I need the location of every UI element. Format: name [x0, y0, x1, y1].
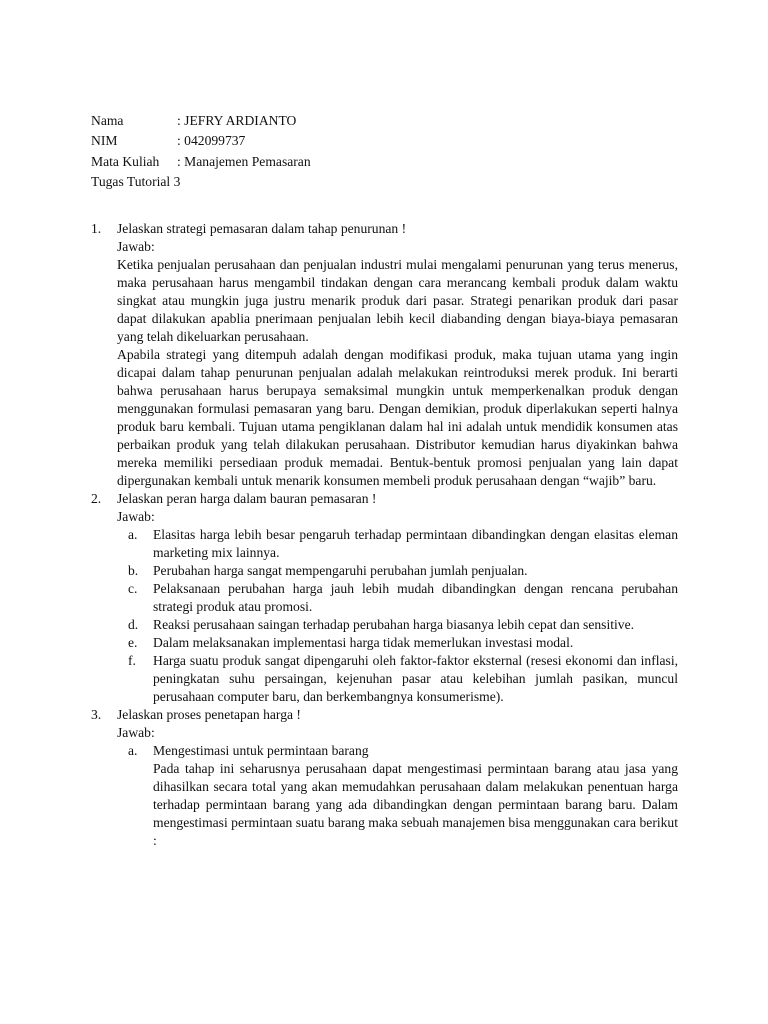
answer-paragraph: Apabila strategi yang ditempuh adalah dengan modifikasi produk, maka tujuan utama yang ingin dicapai dalam tahap penurunan penjualan adalah melakukan reintroduksi merek produk. Ini berarti bahwa perusahaan harus berupaya semaksimal mungkin untuk memperkenalkan produk dengan menggunakan formulasi pemasaran yang baru. Dengan demikian, produk diperlakukan seperti halnya produk baru kembali. Tujuan utama pengiklanan dalam hal ini adalah untuk mendidik konsumen atas perbaikan produk yang telah dilakukan perusahaan. Distributor kemudian harus diyakinkan bahwa mereka memiliki persediaan produk memadai. Bentuk-bentuk promosi penjualan yang lain dapat dipergunakan kembali untuk menarik konsumen membeli produk perusahaan dengan “wajib” baru. — [117, 347, 678, 488]
name-label: Nama — [91, 113, 124, 128]
list-letter: d. — [128, 617, 139, 632]
question-text: Jelaskan proses penetapan harga ! — [117, 707, 301, 722]
question-3 — [91, 706, 678, 850]
list-item — [117, 652, 678, 706]
answer-label: Jawab: — [117, 725, 155, 740]
answer-label: Jawab: — [117, 239, 155, 254]
course-label: Mata Kuliah — [91, 153, 160, 169]
list-text: Pada tahap ini seharusnya perusahaan dapat mengestimasi permintaan barang atau jasa yang dihasilkan secara total yang akan memudahkan perusahaan dalam melakukan penentuan harga terhadap permintaan barang yang ada dibandingkan dengan permintaan barang baru. Dalam mengestimasi permintaan suatu barang maka sebuah manajemen bisa menggunakan cara berikut : — [153, 761, 678, 848]
list-text: Reaksi perusahaan saingan terhadap perubahan harga biasanya lebih cepat dan sensitive. — [153, 617, 635, 632]
list-item — [117, 634, 678, 652]
list-letter: b. — [128, 563, 139, 578]
list-text: Pelaksanaan perubahan harga jauh lebih mudah dibandingkan dengan rencana perubahan strategi produk atau promosi. — [153, 581, 678, 614]
list-text: Harga suatu produk sangat dipengaruhi oleh faktor-faktor eksternal (resesi ekonomi dan inflasi, peningkatan suhu persaingan, kejenuhan pasar atau kelebihan jumlah pasikan, muncul perusahaan computer baru, dan berkembangnya konsumerisme). — [153, 653, 678, 704]
list-letter: a. — [128, 743, 138, 758]
question-text: Jelaskan peran harga dalam bauran pemasaran ! — [117, 491, 377, 506]
course-value: : Manajemen Pemasaran — [177, 153, 311, 169]
list-letter: c. — [128, 581, 138, 596]
list-item — [117, 616, 678, 634]
list-title: Mengestimasi untuk permintaan barang — [153, 743, 369, 758]
assignment-title: Tugas Tutorial 3 — [91, 173, 181, 189]
question-number: 1. — [91, 221, 102, 236]
question-text: Jelaskan strategi pemasaran dalam tahap penurunan ! — [117, 221, 407, 236]
question-2 — [91, 490, 678, 706]
question-1 — [91, 220, 678, 490]
course-row — [91, 152, 691, 172]
list-item — [117, 562, 678, 580]
student-header — [91, 111, 691, 192]
list-item — [117, 742, 678, 850]
list-text: Dalam melaksanakan implementasi harga tidak memerlukan investasi modal. — [153, 635, 574, 650]
list-item — [117, 580, 678, 616]
answer-label: Jawab: — [117, 509, 155, 524]
list-text: Elasitas harga lebih besar pengaruh terhadap permintaan dibandingkan dengan elasitas eleman marketing mix lainnya. — [153, 527, 678, 560]
question-number: 2. — [91, 491, 102, 506]
questions — [91, 220, 678, 850]
list-text: Perubahan harga sangat mempengaruhi perubahan jumlah penjualan. — [153, 563, 528, 578]
nim-label: NIM — [91, 133, 118, 149]
answer-paragraph: Ketika penjualan perusahaan dan penjualan industri mulai mengalami penurunan yang terus menerus, maka perusahaan harus mengambil tindakan dengan cara merancang kembali produk dalam waktu singkat atau mungkin juga justru menarik produk dari pasar. Strategi penarikan produk dari pasar dapat dilakukan apablia pnerimaan penjualan lebih kecil diabanding dengan biaya-biaya pemasaran yang telah dikeluarkan perusahaan. — [117, 257, 678, 344]
name-value: : JEFRY ARDIANTO — [177, 113, 297, 128]
list-item — [117, 526, 678, 562]
name-row — [91, 111, 691, 131]
list-letter: e. — [128, 635, 138, 650]
list-letter: f. — [128, 653, 136, 668]
question-number: 3. — [91, 707, 102, 722]
list-letter: a. — [128, 527, 138, 542]
nim-value: : 042099737 — [177, 133, 246, 149]
nim-row — [91, 131, 691, 151]
